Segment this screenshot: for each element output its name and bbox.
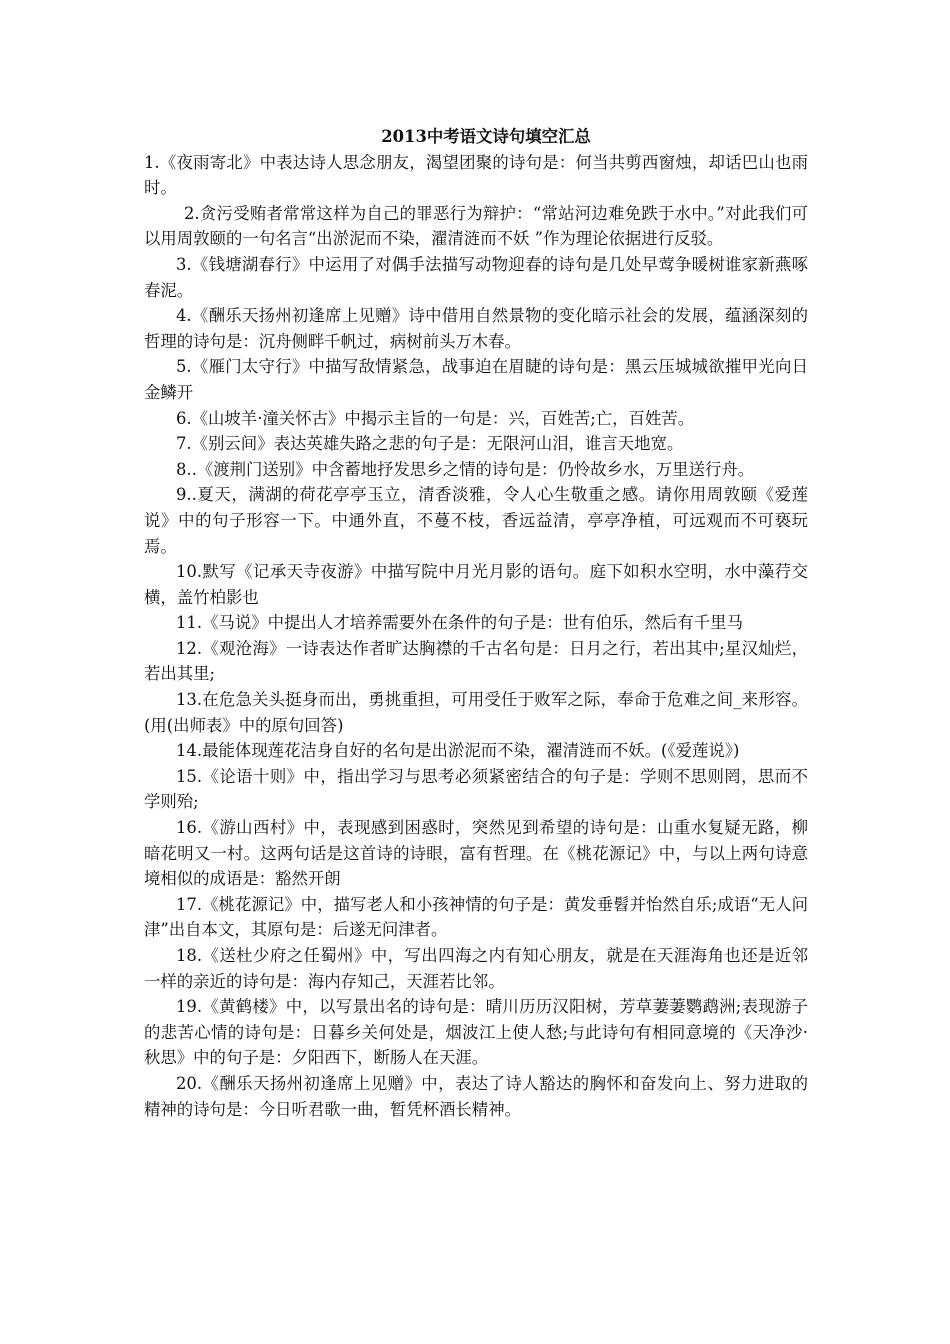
list-item: 15.《论语十则》中，指出学习与思考必须紧密结合的句子是：学则不思则罔，思而不学则殆; xyxy=(144,766,808,812)
list-item: 8..《渡荆门送别》中含蓄地抒发思乡之情的诗句是：仍怜故乡水，万里送行舟。 xyxy=(176,459,755,479)
list-item: 6.《山坡羊·潼关怀古》中揭示主旨的一句是：兴，百姓苦;亡，百姓苦。 xyxy=(176,408,695,428)
list-item: 13.在危急关头挺身而出，勇挑重担，可用受任于败军之际，奉命于危难之间_来形容。(用(出师表》中的原句回答) xyxy=(144,690,808,735)
list-item: 10.默写《记承天寺夜游》中描写院中月光月影的语句。庭下如积水空明，水中藻荇交横，盖竹柏影也 xyxy=(144,562,808,607)
list-item: 11.《马说》中提出人才培养需要外在条件的句子是：世有伯乐，然后有千里马 xyxy=(176,613,743,633)
document-body xyxy=(144,124,808,1122)
list-item: 16.《游山西村》中，表现感到困惑时，突然见到希望的诗句是：山重水复疑无路，柳暗花明又一村。这两句话是这首诗的诗眼，富有哲理。在《桃花源记》中，与以上两句诗意境相似的成语是：豁然开朗 xyxy=(144,818,808,889)
list-item: 14.最能体现莲花洁身自好的名句是出淤泥而不染，濯清涟而不妖。(《爱莲说》) xyxy=(176,741,740,761)
list-item: 17.《桃花源记》中，描写老人和小孩神情的句子是：黄发垂髫并怡然自乐;成语“无人问津”出自本文，其原句是：后遂无问津者。 xyxy=(144,894,808,940)
list-item: 3.《钱塘湖春行》中运用了对偶手法描写动物迎春的诗句是几处早莺争暖树谁家新燕啄春泥。 xyxy=(144,254,808,300)
list-item: 1.《夜雨寄北》中表达诗人思念朋友，渴望团聚的诗句是：何当共剪西窗烛，却话巴山也雨时。 xyxy=(144,152,808,198)
list-item: 7.《别云间》表达英雄失路之悲的句子是：无限河山泪，谁言天地宽。 xyxy=(176,434,684,454)
list-item: 20.《酬乐天扬州初逢席上见赠》中，表达了诗人豁达的胸怀和奋发向上、努力进取的精神的诗句是：今日听君歌一曲，暂凭杯酒长精神。 xyxy=(144,1073,808,1119)
list-item: 5.《雁门太守行》中描写敌情紧急，战事迫在眉睫的诗句是：黑云压城城欲摧甲光向日金鳞开 xyxy=(144,357,808,402)
document-title: 2013中考语文诗句填空汇总 xyxy=(381,127,591,146)
list-item: 18.《送杜少府之任蜀州》中，写出四海之内有知心朋友，就是在天涯海角也还是近邻一样的亲近的诗句是：海内存知己，天涯若比邻。 xyxy=(144,946,808,991)
list-item: 2.贪污受贿者常常这样为自己的罪恶行为辩护：“常站河边难免跌于水中。”对此我们可以用周敦颐的一句名言“出淤泥而不染，濯清涟而不妖 ”作为理论依据进行反驳。 xyxy=(144,203,808,249)
list-item: 12.《观沧海》一诗表达作者旷达胸襟的千古名句是：日月之行，若出其中;星汉灿烂，若出其里; xyxy=(144,638,808,684)
list-item: 4.《酬乐天扬州初逢席上见赠》诗中借用自然景物的变化暗示社会的发展，蕴涵深刻的哲理的诗句是：沉舟侧畔千帆过，病树前头万木春。 xyxy=(144,306,808,351)
list-item: 19.《黄鹤楼》中，以写景出名的诗句是：晴川历历汉阳树，芳草萋萋鹦鹉洲;表现游子的悲苦心情的诗句是：日暮乡关何处是，烟波江上使人愁;与此诗句有相同意境的《天净沙·秋思》中的句子是：夕阳西下，断肠人在天涯。 xyxy=(144,997,808,1068)
list-item: 9..夏天，满湖的荷花亭亭玉立，清香淡雅，令人心生敬重之感。请你用周敦颐《爱莲说》中的句子形容一下。中通外直，不蔓不枝，香远益清，亭亭净植，可远观而不可亵玩焉。 xyxy=(144,485,808,556)
